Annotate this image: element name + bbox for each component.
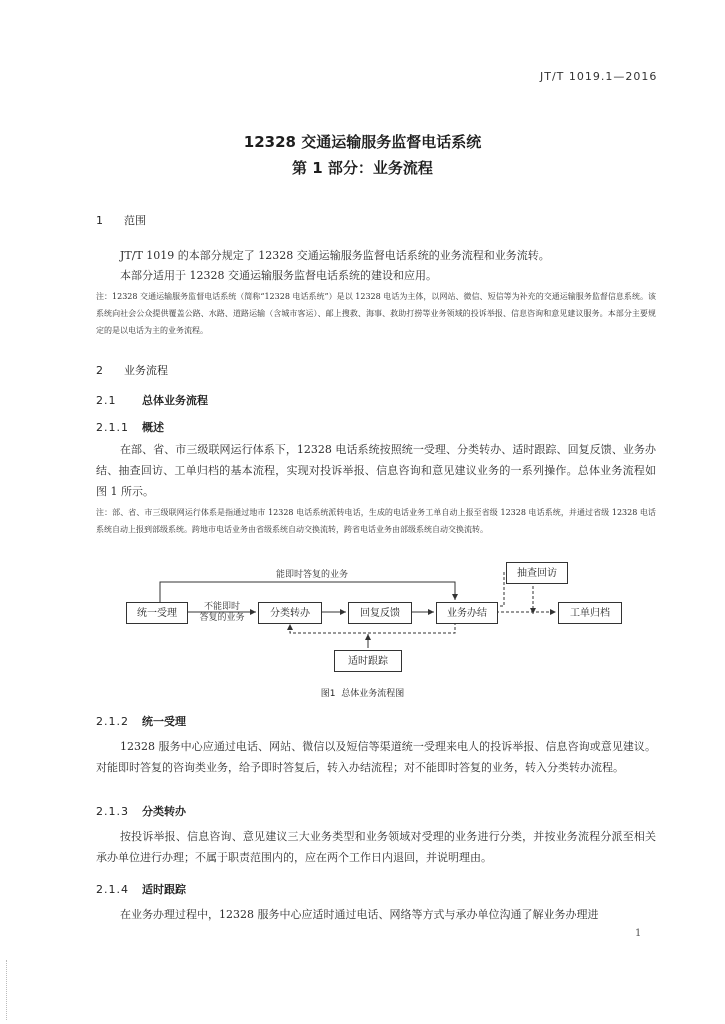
section-number: 2 — [96, 364, 103, 377]
box-reply: 回复反馈 — [348, 602, 412, 624]
not-immediate-label — [196, 602, 248, 624]
section-title: 概述 — [142, 421, 164, 434]
overview-note: 注：部、省、市三级联网运行体系是指通过地市 12328 电话系统派转电话，生成的电话业务工单自动上报至省级 12328 电话系统，并通过省级 12328 电话系统自动上报到部级系统。跨地市电话业务由省级系统自动交换流转，跨省电话业务由部级系统自动交换流转。 — [96, 508, 656, 534]
accept-paragraph: 12328 服务中心应通过电话、网站、微信以及短信等渠道统一受理来电人的投诉举报、信息咨询或意见建议。对能即时答复的咨询类业务，给予即时答复后，转入办结流程；对不能即时答复的业务，转入分类转办流程。 — [96, 740, 656, 774]
section-title: 范围 — [124, 214, 146, 227]
section-number: 1 — [96, 214, 103, 227]
section-number: 2.1.2 — [96, 715, 129, 728]
immediate-answer-arrow — [160, 582, 455, 602]
immediate-answer-label: 能即时答复的业务 — [276, 570, 349, 580]
section-title: 统一受理 — [142, 715, 186, 728]
box-revisit: 抽查回访 — [506, 562, 568, 584]
section-2-1-2-heading — [96, 713, 186, 729]
scan-edge-mark — [6, 960, 9, 1020]
track-paragraph: 在业务办理过程中，12328 服务中心应适时通过电话、网络等方式与承办单位沟通了解业务办理进 — [120, 908, 599, 921]
scope-paragraph-1: JT/T 1019 的本部分规定了 12328 交通运输服务监督电话系统的业务流程和业务流转。 — [120, 249, 550, 262]
document-title-line1: 12328 交通运输服务监督电话系统 — [243, 133, 482, 151]
section-number: 2.1.1 — [96, 421, 129, 434]
section-number: 2.1 — [96, 394, 117, 407]
standard-code: JT/T 1019.1—2016 — [540, 70, 658, 83]
box-complete: 业务办结 — [436, 602, 498, 624]
not-immediate-label-line1: 不能即时 — [203, 602, 240, 612]
section-title: 适时跟踪 — [142, 883, 186, 896]
box-track: 适时跟踪 — [334, 650, 402, 672]
section-title: 总体业务流程 — [142, 394, 208, 407]
figure-number: 图1 — [320, 689, 336, 699]
figure-title: 总体业务流程图 — [341, 689, 405, 699]
box-accept: 统一受理 — [126, 602, 188, 624]
business-flow-diagram — [120, 560, 640, 680]
section-2-1-3-heading — [96, 803, 186, 819]
overview-paragraph: 在部、省、市三级联网运行体系下，12328 电话系统按照统一受理、分类转办、适时跟踪、回复反馈、业务办结、抽查回访、工单归档的基本流程，实现对投诉举报、信息咨询和意见建议业务的一系列操作。总体业务流程如图 1 所示。 — [96, 443, 656, 498]
page-number: 1 — [635, 928, 642, 939]
section-2-1-heading — [96, 392, 208, 408]
section-1-heading — [96, 212, 146, 228]
section-2-1-1-heading — [96, 419, 164, 435]
figure-caption — [0, 686, 725, 699]
section-title: 分类转办 — [142, 805, 186, 818]
complete-to-revisit-arrow — [490, 572, 506, 606]
scope-paragraph-2: 本部分适用于 12328 交通运输服务监督电话系统的建设和应用。 — [120, 269, 437, 282]
document-title-line2: 第 1 部分：业务流程 — [292, 159, 433, 177]
box-classify: 分类转办 — [258, 602, 322, 624]
section-number: 2.1.4 — [96, 883, 129, 896]
section-title: 业务流程 — [124, 364, 168, 377]
box-archive: 工单归档 — [558, 602, 622, 624]
scope-note: 注：12328 交通运输服务监督电话系统（简称“12328 电话系统”）是以 12328 电话为主体，以网站、微信、短信等为补充的交通运输服务监督信息系统。该系统向社会公众提供覆盖公路、水路、道路运输（含城市客运）、邮上搜救、海事、救助打捞等业务领域的投诉举报、信息咨询和意见建议服务。本部分主要规定的是以电话为主的业务流程。 — [96, 292, 656, 335]
section-2-1-4-heading — [96, 881, 186, 897]
section-2-heading — [96, 362, 168, 378]
classify-paragraph: 按投诉举报、信息咨询、意见建议三大业务类型和业务领域对受理的业务进行分类，并按业务流程分派至相关承办单位进行办理；不属于职责范围内的，应在两个工作日内退回，并说明理由。 — [96, 830, 656, 864]
section-number: 2.1.3 — [96, 805, 129, 818]
not-immediate-label-line2: 答复的业务 — [199, 613, 245, 623]
